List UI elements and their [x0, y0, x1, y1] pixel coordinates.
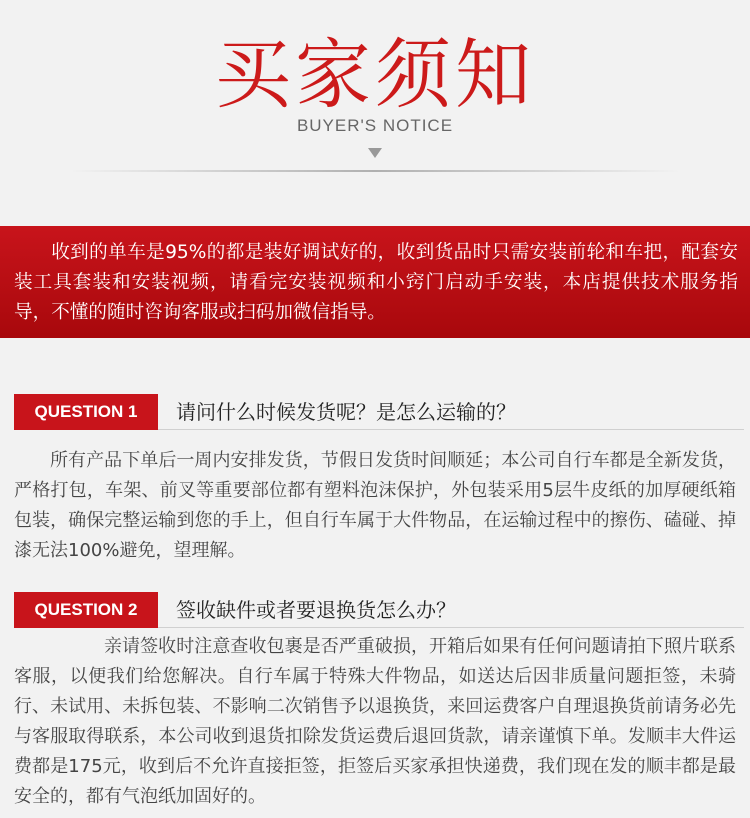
intro-text: 收到的单车是95%的都是装好调试好的，收到货品时只需安装前轮和车把，配套安装工具套装和安装视频，请看完安装视频和小窍门启动手安装，本店提供技术服务指导，不懂的随时咨询客服或扫码加微信指导。 [14, 242, 738, 323]
question-2-title: 签收缺件或者要退换货怎么办？ [176, 598, 456, 622]
question-1-badge: QUESTION 1 [14, 394, 158, 430]
notice-header [0, 0, 750, 200]
question-2-answer: 亲请签收时注意查收包裹是否严重破损，开箱后如果有任何问题请拍下照片联系客服，以便我们给您解决。自行车属于特殊大件物品，如送达后因非质量问题拒签，未骑行、未试用、未拆包装、不影响二次销售予以退换货，来回运费客户自理退换货前请务必先与客服取得联系，本公司收到退货扣除发货运费后退回货款，请亲谨慎下单。发顺丰大件运费都是175元，收到后不允许直接拒签，拒签后买家承担快递费，我们现在发的顺丰都是最安全的，都有气泡纸加固好的。 [14, 636, 736, 807]
page-subtitle: BUYER'S NOTICE [296, 116, 454, 135]
question-1-answer: 所有产品下单后一周内安排发货，节假日发货时间顺延；本公司自行车都是全新发货，严格打包，车架、前叉等重要部位都有塑料泡沫保护，外包装采用5层牛皮纸的加厚硬纸箱包装，确保完整运输到您的手上，但自行车属于大件物品，在运输过程中的擦伤、磕碰、掉漆无法100%避免，望理解。 [14, 450, 736, 561]
question-2-badge: QUESTION 2 [14, 592, 158, 628]
intro-banner [0, 226, 750, 338]
question-1-header [14, 394, 744, 430]
question-2-divider [158, 627, 744, 628]
question-1-title: 请问什么时候发货呢？是怎么运输的？ [176, 400, 516, 424]
header-divider [70, 170, 680, 172]
question-2-header [14, 592, 744, 628]
page-title: 买家须知 [215, 30, 535, 119]
chevron-down-icon [368, 148, 382, 158]
question-1-divider [158, 429, 744, 430]
